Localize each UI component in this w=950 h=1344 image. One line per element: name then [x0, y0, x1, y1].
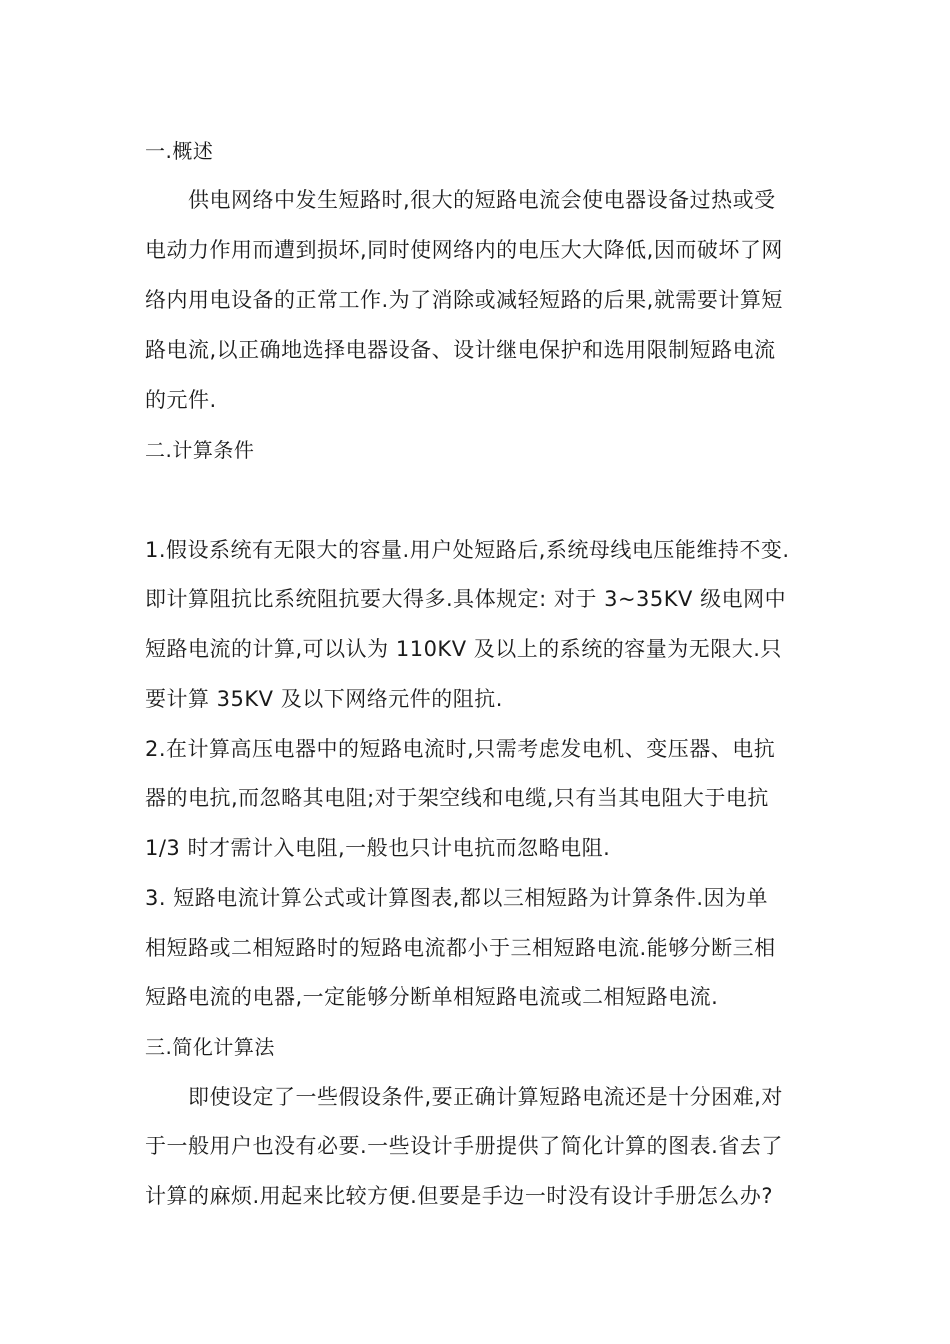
paragraph-line: 即使设定了一些假设条件,要正确计算短路电流还是十分困难,对: [145, 1085, 783, 1109]
paragraph-line: 3. 短路电流计算公式或计算图表,都以三相短路为计算条件.因为单: [145, 886, 769, 910]
paragraph-line: 于一般用户也没有必要.一些设计手册提供了简化计算的图表.省去了: [145, 1134, 783, 1158]
section-heading-conditions: 二.计算条件: [145, 438, 255, 462]
paragraph-line: 短路电流的计算,可以认为 110KV 及以上的系统的容量为无限大.只: [145, 637, 782, 661]
paragraph-line: 器的电抗,而忽略其电阻;对于架空线和电缆,只有当其电阻大于电抗: [145, 786, 769, 810]
paragraph-line: 相短路或二相短路时的短路电流都小于三相短路电流.能够分断三相: [145, 936, 776, 960]
paragraph-line: 要计算 35KV 及以下网络元件的阻抗.: [145, 687, 503, 711]
paragraph-line: 计算的麻烦.用起来比较方便.但要是手边一时没有设计手册怎么办?: [145, 1184, 773, 1208]
paragraph-line: 即计算阻抗比系统阻抗要大得多.具体规定: 对于 3~35KV 级电网中: [145, 587, 787, 611]
paragraph-line: 供电网络中发生短路时,很大的短路电流会使电器设备过热或受: [145, 188, 776, 212]
paragraph-line: 短路电流的电器,一定能够分断单相短路电流或二相短路电流.: [145, 985, 719, 1009]
paragraph-line: 2.在计算高压电器中的短路电流时,只需考虑发电机、变压器、电抗: [145, 737, 776, 761]
paragraph-line: 1.假设系统有无限大的容量.用户处短路后,系统母线电压能维持不变.: [145, 538, 790, 562]
section-heading-overview: 一.概述: [145, 139, 214, 163]
paragraph-line: 的元件.: [145, 388, 217, 412]
paragraph-line: 1/3 时才需计入电阻,一般也只计电抗而忽略电阻.: [145, 836, 611, 860]
paragraph-line: 电动力作用而遭到损坏,同时使网络内的电压大大降低,因而破坏了网: [145, 238, 783, 262]
section-heading-simplified-method: 三.简化计算法: [145, 1035, 275, 1059]
paragraph-line: 络内用电设备的正常工作.为了消除或减轻短路的后果,就需要计算短: [145, 288, 783, 312]
paragraph-line: 路电流,以正确地选择电器设备、设计继电保护和选用限制短路电流: [145, 338, 776, 362]
